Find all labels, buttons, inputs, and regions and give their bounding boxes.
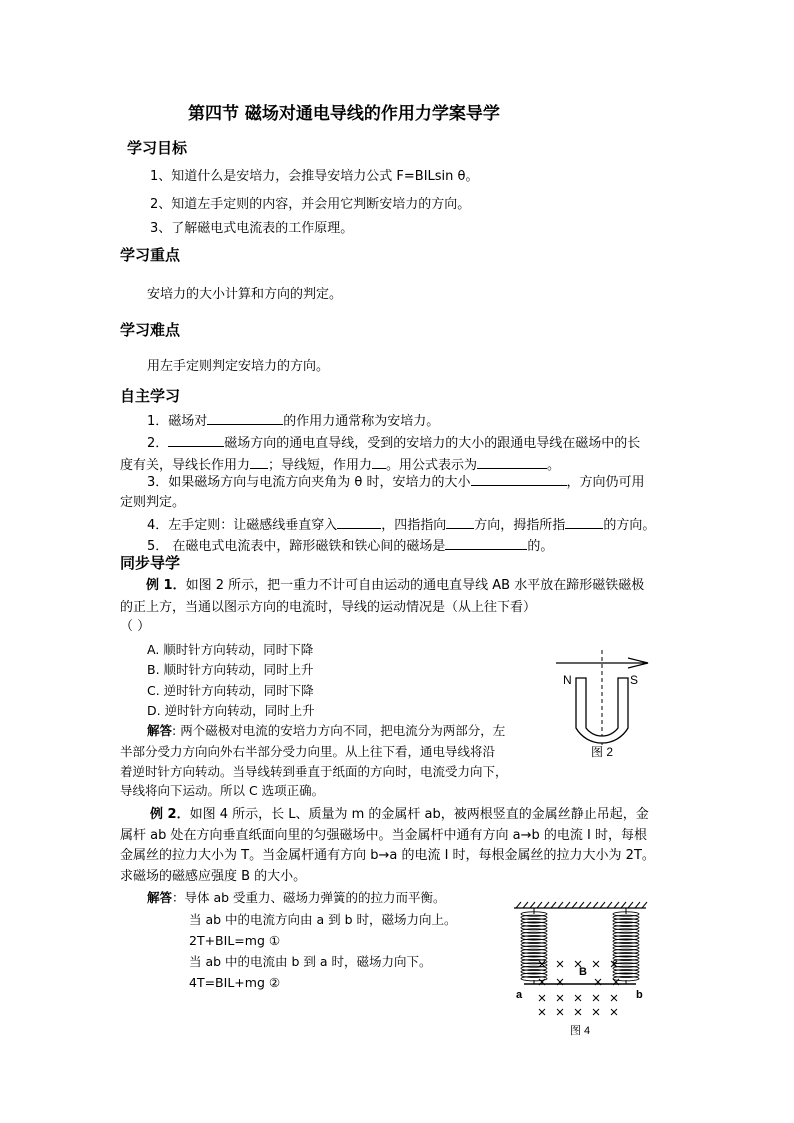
example2-equation-1: 2T+BIL=mg ①	[189, 933, 281, 948]
example1-line3: （ ）	[120, 619, 151, 634]
blank	[207, 411, 283, 425]
option-d: D. 逆时针方向转动，同时上升	[147, 703, 315, 718]
field-cross-mark	[557, 1009, 563, 1015]
example2-line2: 属杆 ab 处在方向垂直纸面向里的匀强磁场中。当金属杆中通有方向 a→b 的电流 I 时，每根	[120, 828, 647, 843]
key-points-heading: 学习重点	[120, 246, 181, 264]
field-cross-mark	[593, 995, 599, 1001]
field-cross-mark	[539, 1009, 545, 1015]
q2-text-e: 。用公式表示为	[386, 458, 478, 473]
blank	[471, 472, 567, 486]
example2-label: 例 2．	[150, 807, 190, 822]
field-cross-mark	[593, 961, 599, 967]
q2-text-d: ；导线短，作用力	[268, 458, 373, 473]
q1-text-a: 1．磁场对	[147, 414, 208, 429]
example2-line4: 求磁场的磁感应强度 B 的大小。	[120, 869, 307, 884]
objective-item: 1、知道什么是安培力，会推导安培力公式 F=BILsin θ。	[150, 169, 479, 184]
example1-answer-line4: 导线将向下运动。所以 C 选项正确。	[120, 783, 325, 798]
q5-text-b: 的。	[527, 539, 554, 554]
blank	[168, 433, 224, 447]
q3-text-a: 3．如果磁场方向与电流方向夹角为 θ 时，安培力的大小	[147, 475, 471, 490]
self-study-q5	[147, 536, 553, 555]
field-cross-mark	[593, 1009, 599, 1015]
fig4-label-a: a	[516, 989, 523, 1001]
example1-answer-line2: 半部分受力方向向外右半部分受力向里。从上往下看，通电导线将沿	[120, 744, 496, 759]
objectives-heading: 学习目标	[127, 139, 188, 157]
key-points-text: 安培力的大小计算和方向的判定。	[147, 287, 343, 302]
field-cross-mark	[611, 1009, 617, 1015]
figure-4-rod-in-field	[512, 902, 652, 1042]
self-study-q4	[147, 515, 655, 534]
objective-item: 3、了解磁电式电流表的工作原理。	[150, 221, 354, 236]
right-spring	[613, 908, 639, 984]
fig2-south-label: S	[630, 673, 639, 687]
q2-text-a: 2．	[147, 436, 169, 451]
left-spring	[521, 908, 547, 984]
self-study-q3-line2: 定则判定。	[120, 495, 186, 510]
q2-text-f: 。	[547, 458, 561, 473]
q2-text-b: 磁场方向的通电直导线，受到的安培力的大小的跟通电导线在磁场中的长	[224, 436, 641, 451]
self-study-q2	[147, 433, 640, 452]
field-cross-mark	[611, 995, 617, 1001]
example2-line1	[150, 806, 649, 823]
example1-answer-line3: 着逆时针方向转动。当导线转到垂直于纸面的方向时，电流受力向下，	[120, 764, 508, 779]
blank	[250, 455, 268, 469]
example2-text: 如图 4 所示，长 L、质量为 m 的金属杆 ab，被两根竖直的金属丝静止吊起，金	[189, 807, 649, 822]
example1-answer-line1	[147, 722, 505, 739]
self-study-q3	[147, 472, 645, 491]
answer-label: 解答	[147, 723, 173, 738]
field-cross-mark	[539, 995, 545, 1001]
option-a: A. 顺时针方向转动，同时下降	[147, 642, 314, 657]
fig2-north-label: N	[563, 673, 572, 687]
field-cross-mark	[575, 995, 581, 1001]
example2-answer-line4: 当 ab 中的电流由 b 到 a 时，磁场力向下。	[189, 954, 432, 969]
fig2-caption: 图 2	[591, 745, 614, 759]
example1-text: 如图 2 所示，把一重力不计可自由运动的通电直导线 AB 水平放在蹄形磁铁磁极	[185, 578, 645, 593]
q2-text-c: 度有关，导线长作用力	[120, 458, 251, 473]
sync-heading: 同步导学	[120, 554, 181, 572]
q4-text-a: 4．左手定则：让磁感线垂直穿入	[147, 518, 338, 533]
q1-text-b: 的作用力通常称为安培力。	[283, 414, 440, 429]
difficulties-heading: 学习难点	[120, 321, 181, 339]
blank	[337, 515, 381, 529]
answer-text: : 两个磁极对电流的安培力方向不同，把电流分为两部分，左	[172, 723, 506, 738]
q4-text-b: ，四指指向	[381, 518, 447, 533]
example2-answer-line1	[147, 889, 446, 906]
example1-label: 例 1．	[146, 578, 186, 593]
example1-line1	[146, 577, 644, 594]
blank	[372, 455, 386, 469]
example1-line2: 的正上方，当通以图示方向的电流时，导线的运动情况是（从上往下看）	[120, 600, 537, 615]
field-cross-mark	[575, 1009, 581, 1015]
fig4-label-b: b	[636, 989, 643, 1001]
blank	[445, 536, 527, 550]
option-b: B. 顺时针方向转动，同时上升	[147, 662, 314, 677]
answer-text: ：导体 ab 受重力、磁场力弹簧的的拉力而平衡。	[172, 890, 446, 905]
option-c: C. 逆时针方向转动，同时下降	[147, 683, 314, 698]
q5-text-a: 5． 在磁电式电流表中，蹄形磁铁和铁心间的磁场是	[147, 539, 446, 554]
example2-line3: 金属丝的拉力大小为 T。当金属杆通有方向 b→a 的电流 I 时，每根金属丝的拉力大小为 2T。	[120, 848, 655, 863]
q4-text-c: 方向，拇指所指	[474, 518, 566, 533]
difficulties-text: 用左手定则判定安培力的方向。	[147, 359, 330, 374]
q3-text-b: ，方向仍可用	[566, 475, 645, 490]
blank	[477, 455, 547, 469]
fig4-label-B: B	[579, 966, 587, 978]
self-study-heading: 自主学习	[120, 387, 181, 405]
example2-equation-2: 4T=BIL+mg ②	[189, 975, 281, 990]
figure-2-horseshoe-magnet	[548, 650, 678, 765]
self-study-q1	[147, 411, 439, 430]
blank	[565, 515, 603, 529]
fig4-caption: 图 4	[570, 1025, 591, 1037]
field-cross-mark	[557, 995, 563, 1001]
blank	[446, 515, 474, 529]
page-title: 第四节 磁场对通电导线的作用力学案导学	[188, 104, 500, 124]
field-cross-mark	[557, 961, 563, 967]
q4-text-d: 的方向。	[603, 518, 656, 533]
objective-item: 2、知道左手定则的内容，并会用它判断安培力的方向。	[150, 197, 471, 212]
answer-label: 解答	[147, 890, 173, 905]
example2-answer-line2: 当 ab 中的电流方向由 a 到 b 时，磁场力向上。	[189, 912, 457, 927]
